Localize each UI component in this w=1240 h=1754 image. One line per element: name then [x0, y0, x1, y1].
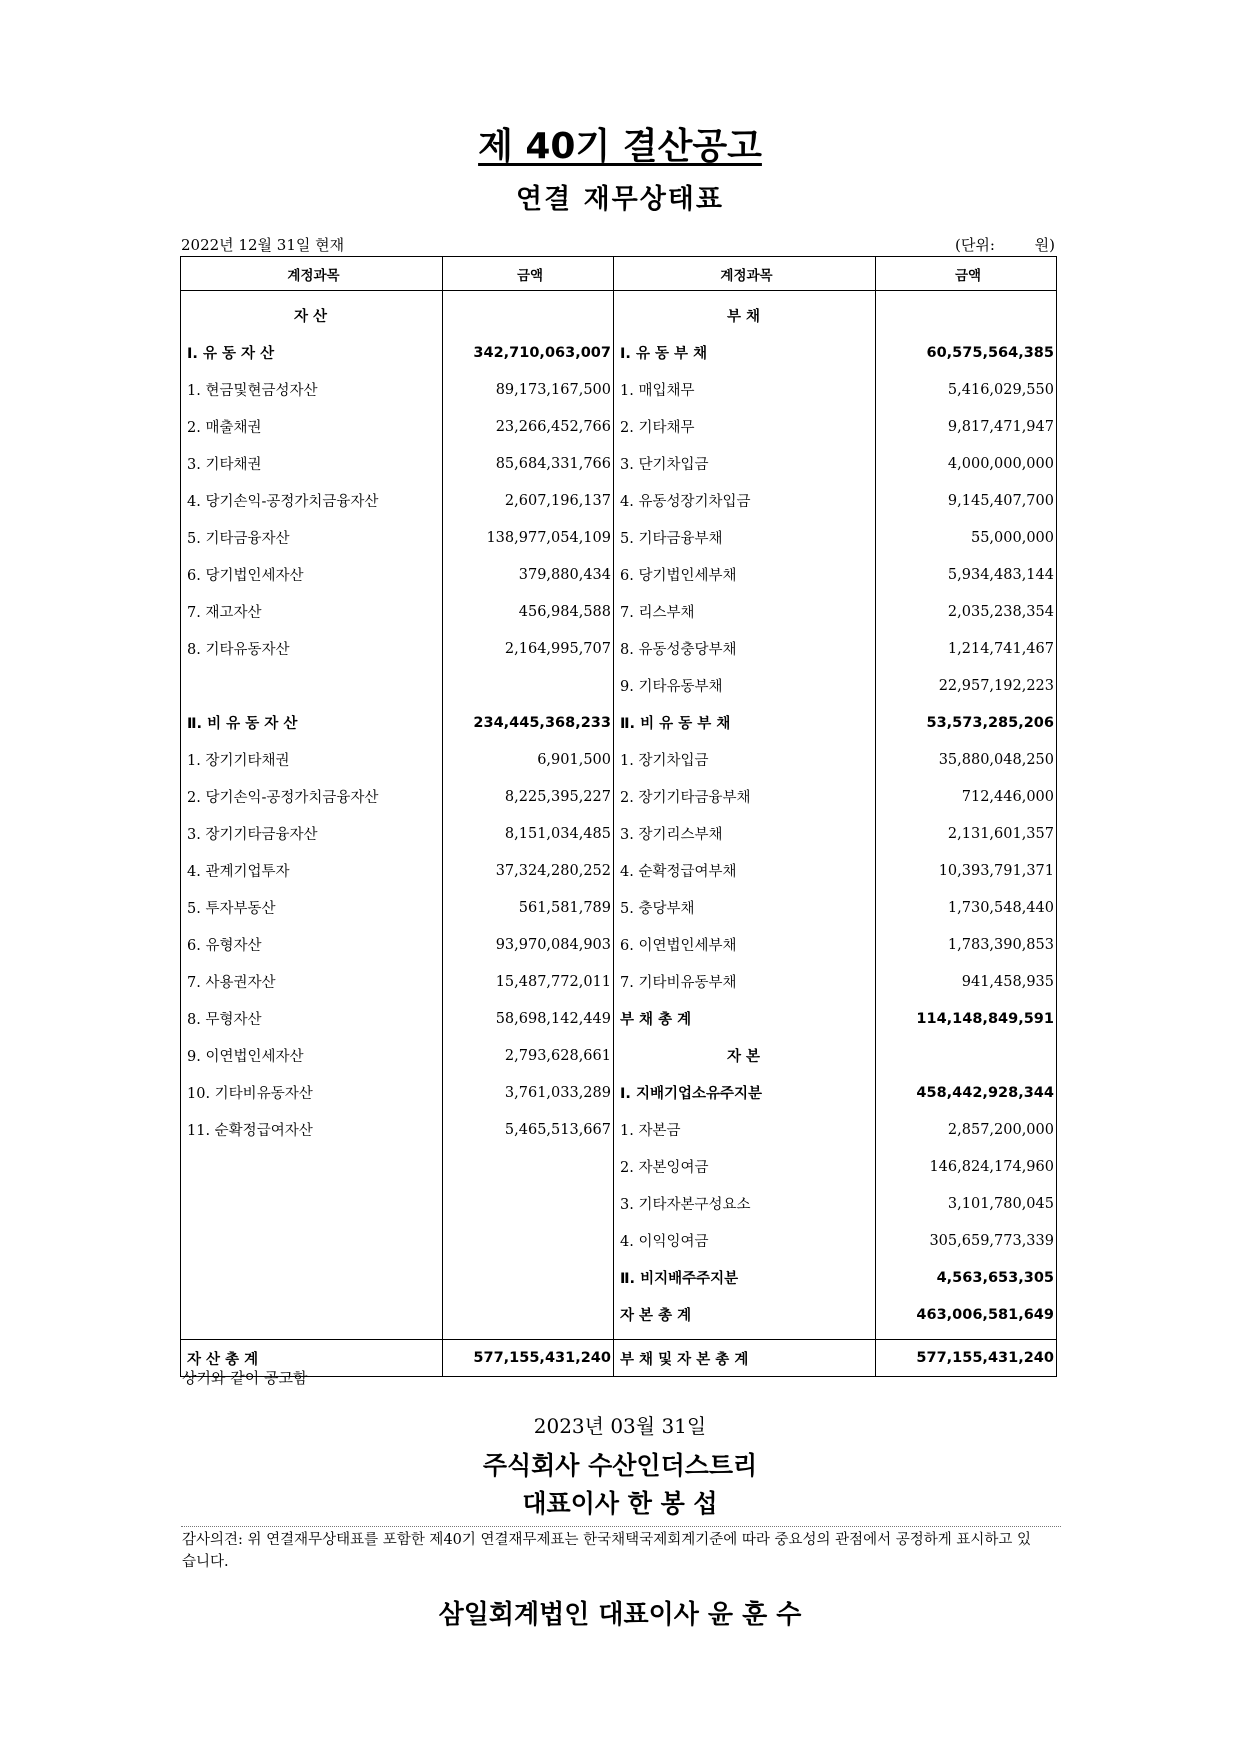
announcement-note: 상기와 같이 공고함	[182, 1369, 308, 1387]
table-row	[181, 1111, 1057, 1148]
as-of-date: 2022년 12월 31일 현재	[181, 236, 345, 254]
asset-amount: 456,984,588	[443, 593, 614, 630]
table-row	[181, 1222, 1057, 1259]
liability-equity-account: 1. 자본금	[614, 1111, 876, 1148]
liability-equity-amount: 9,817,471,947	[876, 408, 1057, 445]
asset-account: 2. 매출채권	[181, 408, 443, 445]
liability-equity-amount: 53,573,285,206	[876, 704, 1057, 741]
liability-equity-account: 8. 유동성충당부채	[614, 630, 876, 667]
asset-amount: 379,880,434	[443, 556, 614, 593]
asset-account	[181, 1185, 443, 1222]
asset-account: 자 산	[181, 291, 443, 335]
liability-equity-account: 2. 장기기타금융부채	[614, 778, 876, 815]
liability-equity-amount: 3,101,780,045	[876, 1185, 1057, 1222]
asset-amount	[443, 1259, 614, 1296]
asset-account: 1. 장기기타채권	[181, 741, 443, 778]
document-title: 제 40기 결산공고	[478, 126, 762, 167]
asset-account	[181, 1259, 443, 1296]
table-row	[181, 1074, 1057, 1111]
table-row	[181, 852, 1057, 889]
asset-amount: 561,581,789	[443, 889, 614, 926]
unit-label-right: 원)	[1034, 236, 1055, 254]
liability-equity-account: Ⅱ. 비지배주주지분	[614, 1259, 876, 1296]
liability-equity-amount: 1,214,741,467	[876, 630, 1057, 667]
table-row	[181, 889, 1057, 926]
table-row	[181, 519, 1057, 556]
asset-amount: 85,684,331,766	[443, 445, 614, 482]
header-amount-left: 금액	[443, 257, 614, 291]
liability-equity-amount: 4,000,000,000	[876, 445, 1057, 482]
liability-equity-account: 1. 매입채무	[614, 371, 876, 408]
asset-amount: 2,607,196,137	[443, 482, 614, 519]
liability-equity-amount	[876, 1037, 1057, 1074]
asset-account: 10. 기타비유동자산	[181, 1074, 443, 1111]
asset-account: 7. 재고자산	[181, 593, 443, 630]
asset-account: 8. 기타유동자산	[181, 630, 443, 667]
liability-equity-amount: 458,442,928,344	[876, 1074, 1057, 1111]
asset-amount: 58,698,142,449	[443, 1000, 614, 1037]
table-row	[181, 1148, 1057, 1185]
table-row	[181, 630, 1057, 667]
asset-amount: 93,970,084,903	[443, 926, 614, 963]
liability-equity-amount: 941,458,935	[876, 963, 1057, 1000]
asset-amount	[443, 291, 614, 335]
table-row	[181, 1296, 1057, 1333]
asset-account: 2. 당기손익-공정가치금융자산	[181, 778, 443, 815]
asset-amount: 342,710,063,007	[443, 334, 614, 371]
grand-total-row	[181, 1340, 1057, 1377]
liability-equity-amount: 60,575,564,385	[876, 334, 1057, 371]
document-subtitle: 연결 재무상태표	[516, 184, 724, 215]
table-row	[181, 371, 1057, 408]
asset-account: 3. 기타채권	[181, 445, 443, 482]
total-liabilities-equity-label: 부 채 및 자 본 총 계	[614, 1340, 876, 1377]
asset-amount: 138,977,054,109	[443, 519, 614, 556]
liability-equity-account: 5. 충당부채	[614, 889, 876, 926]
liability-equity-amount	[876, 291, 1057, 335]
liability-equity-account: Ⅱ. 비 유 동 부 채	[614, 704, 876, 741]
asset-account	[181, 1148, 443, 1185]
asset-account: 6. 당기법인세자산	[181, 556, 443, 593]
liability-equity-account: 2. 자본잉여금	[614, 1148, 876, 1185]
asset-amount: 2,164,995,707	[443, 630, 614, 667]
liability-equity-account: 3. 단기차입금	[614, 445, 876, 482]
asset-amount	[443, 1148, 614, 1185]
table-row	[181, 704, 1057, 741]
asset-account: 11. 순확정급여자산	[181, 1111, 443, 1148]
asset-amount: 5,465,513,667	[443, 1111, 614, 1148]
asset-amount	[443, 1185, 614, 1222]
table-header-row	[181, 257, 1057, 291]
asset-amount: 37,324,280,252	[443, 852, 614, 889]
liability-equity-amount: 1,730,548,440	[876, 889, 1057, 926]
asset-account: 8. 무형자산	[181, 1000, 443, 1037]
liability-equity-amount: 10,393,791,371	[876, 852, 1057, 889]
unit-label-left: (단위:	[955, 236, 995, 254]
liability-equity-amount: 5,416,029,550	[876, 371, 1057, 408]
liability-equity-amount: 2,035,238,354	[876, 593, 1057, 630]
table-row	[181, 1185, 1057, 1222]
liability-equity-account: 4. 이익잉여금	[614, 1222, 876, 1259]
company-name: 주식회사 수산인더스트리	[482, 1451, 758, 1480]
liability-equity-amount: 463,006,581,649	[876, 1296, 1057, 1333]
liability-equity-account: 자 본 총 계	[614, 1296, 876, 1333]
asset-amount: 2,793,628,661	[443, 1037, 614, 1074]
liability-equity-account: Ⅰ. 유 동 부 채	[614, 334, 876, 371]
asset-account: 1. 현금및현금성자산	[181, 371, 443, 408]
liability-equity-account: 4. 유동성장기차입금	[614, 482, 876, 519]
table-row	[181, 408, 1057, 445]
asset-account	[181, 1296, 443, 1333]
asset-account	[181, 1222, 443, 1259]
asset-account: 6. 유형자산	[181, 926, 443, 963]
total-liabilities-equity-value: 577,155,431,240	[876, 1340, 1057, 1377]
table-row	[181, 926, 1057, 963]
asset-account: 5. 투자부동산	[181, 889, 443, 926]
asset-account: 9. 이연법인세자산	[181, 1037, 443, 1074]
asset-amount: 8,151,034,485	[443, 815, 614, 852]
liability-equity-account: 부 채 총 계	[614, 1000, 876, 1037]
asset-amount: 89,173,167,500	[443, 371, 614, 408]
liability-equity-account: 2. 기타채무	[614, 408, 876, 445]
liability-equity-account: 1. 장기차입금	[614, 741, 876, 778]
liability-equity-amount: 2,131,601,357	[876, 815, 1057, 852]
table-row	[181, 1037, 1057, 1074]
asset-amount	[443, 1296, 614, 1333]
liability-equity-account: 5. 기타금융부채	[614, 519, 876, 556]
table-row	[181, 482, 1057, 519]
asset-amount: 6,901,500	[443, 741, 614, 778]
liability-equity-account: 7. 리스부채	[614, 593, 876, 630]
asset-amount: 23,266,452,766	[443, 408, 614, 445]
asset-amount	[443, 1222, 614, 1259]
liability-equity-account: Ⅰ. 지배기업소유주지분	[614, 1074, 876, 1111]
asset-account: 4. 관계기업투자	[181, 852, 443, 889]
header-amount-right: 금액	[876, 257, 1057, 291]
asset-amount: 8,225,395,227	[443, 778, 614, 815]
liability-equity-account: 자 본	[614, 1037, 876, 1074]
liability-equity-amount: 1,783,390,853	[876, 926, 1057, 963]
header-account-right: 계정과목	[614, 257, 876, 291]
publish-date: 2023년 03월 31일	[533, 1414, 707, 1438]
liability-equity-account: 9. 기타유동부채	[614, 667, 876, 704]
ceo-name: 대표이사 한 봉 섭	[522, 1489, 718, 1518]
table-row	[181, 963, 1057, 1000]
table-row	[181, 778, 1057, 815]
asset-account: 4. 당기손익-공정가치금융자산	[181, 482, 443, 519]
audit-opinion: 감사의견: 위 연결재무상태표를 포함한 제40기 연결재무제표는 한국채택국제회계기준에 따라 중요성의 관점에서 공정하게 표시하고 있습니다.	[182, 1532, 1032, 1570]
asset-amount	[443, 667, 614, 704]
header-account-left: 계정과목	[181, 257, 443, 291]
liability-equity-account: 7. 기타비유동부채	[614, 963, 876, 1000]
liability-equity-amount: 55,000,000	[876, 519, 1057, 556]
liability-equity-account: 4. 순확정급여부채	[614, 852, 876, 889]
liability-equity-account: 3. 기타자본구성요소	[614, 1185, 876, 1222]
asset-account	[181, 667, 443, 704]
balance-sheet-table	[180, 256, 1057, 1377]
liability-equity-amount: 146,824,174,960	[876, 1148, 1057, 1185]
liability-equity-amount: 2,857,200,000	[876, 1111, 1057, 1148]
table-row	[181, 1000, 1057, 1037]
liability-equity-amount: 5,934,483,144	[876, 556, 1057, 593]
asset-amount: 15,487,772,011	[443, 963, 614, 1000]
liability-equity-amount: 9,145,407,700	[876, 482, 1057, 519]
table-row	[181, 593, 1057, 630]
liability-equity-account: 6. 이연법인세부채	[614, 926, 876, 963]
balance-sheet-body	[181, 291, 1057, 1340]
asset-account: 5. 기타금융자산	[181, 519, 443, 556]
asset-account: 3. 장기기타금융자산	[181, 815, 443, 852]
liability-equity-amount: 4,563,653,305	[876, 1259, 1057, 1296]
liability-equity-amount: 712,446,000	[876, 778, 1057, 815]
table-row	[181, 741, 1057, 778]
liability-equity-amount: 114,148,849,591	[876, 1000, 1057, 1037]
liability-equity-account: 6. 당기법인세부채	[614, 556, 876, 593]
asset-amount: 3,761,033,289	[443, 1074, 614, 1111]
unit-label	[955, 234, 1055, 255]
asset-amount: 234,445,368,233	[443, 704, 614, 741]
liability-equity-account: 부 채	[614, 291, 876, 335]
table-row	[181, 815, 1057, 852]
divider	[181, 1526, 1061, 1527]
table-row	[181, 667, 1057, 704]
auditor-signature: 삼일회계법인 대표이사 윤 훈 수	[438, 1600, 802, 1630]
asset-account: Ⅰ. 유 동 자 산	[181, 334, 443, 371]
table-row	[181, 334, 1057, 371]
table-row	[181, 291, 1057, 335]
liability-equity-amount: 22,957,192,223	[876, 667, 1057, 704]
table-row	[181, 445, 1057, 482]
total-assets-label: 자 산 총 계	[181, 1340, 443, 1377]
liability-equity-amount: 305,659,773,339	[876, 1222, 1057, 1259]
asset-account: Ⅱ. 비 유 동 자 산	[181, 704, 443, 741]
table-row	[181, 1259, 1057, 1296]
table-row	[181, 556, 1057, 593]
liability-equity-amount: 35,880,048,250	[876, 741, 1057, 778]
liability-equity-account: 3. 장기리스부채	[614, 815, 876, 852]
asset-account: 7. 사용권자산	[181, 963, 443, 1000]
total-assets-value: 577,155,431,240	[443, 1340, 614, 1377]
